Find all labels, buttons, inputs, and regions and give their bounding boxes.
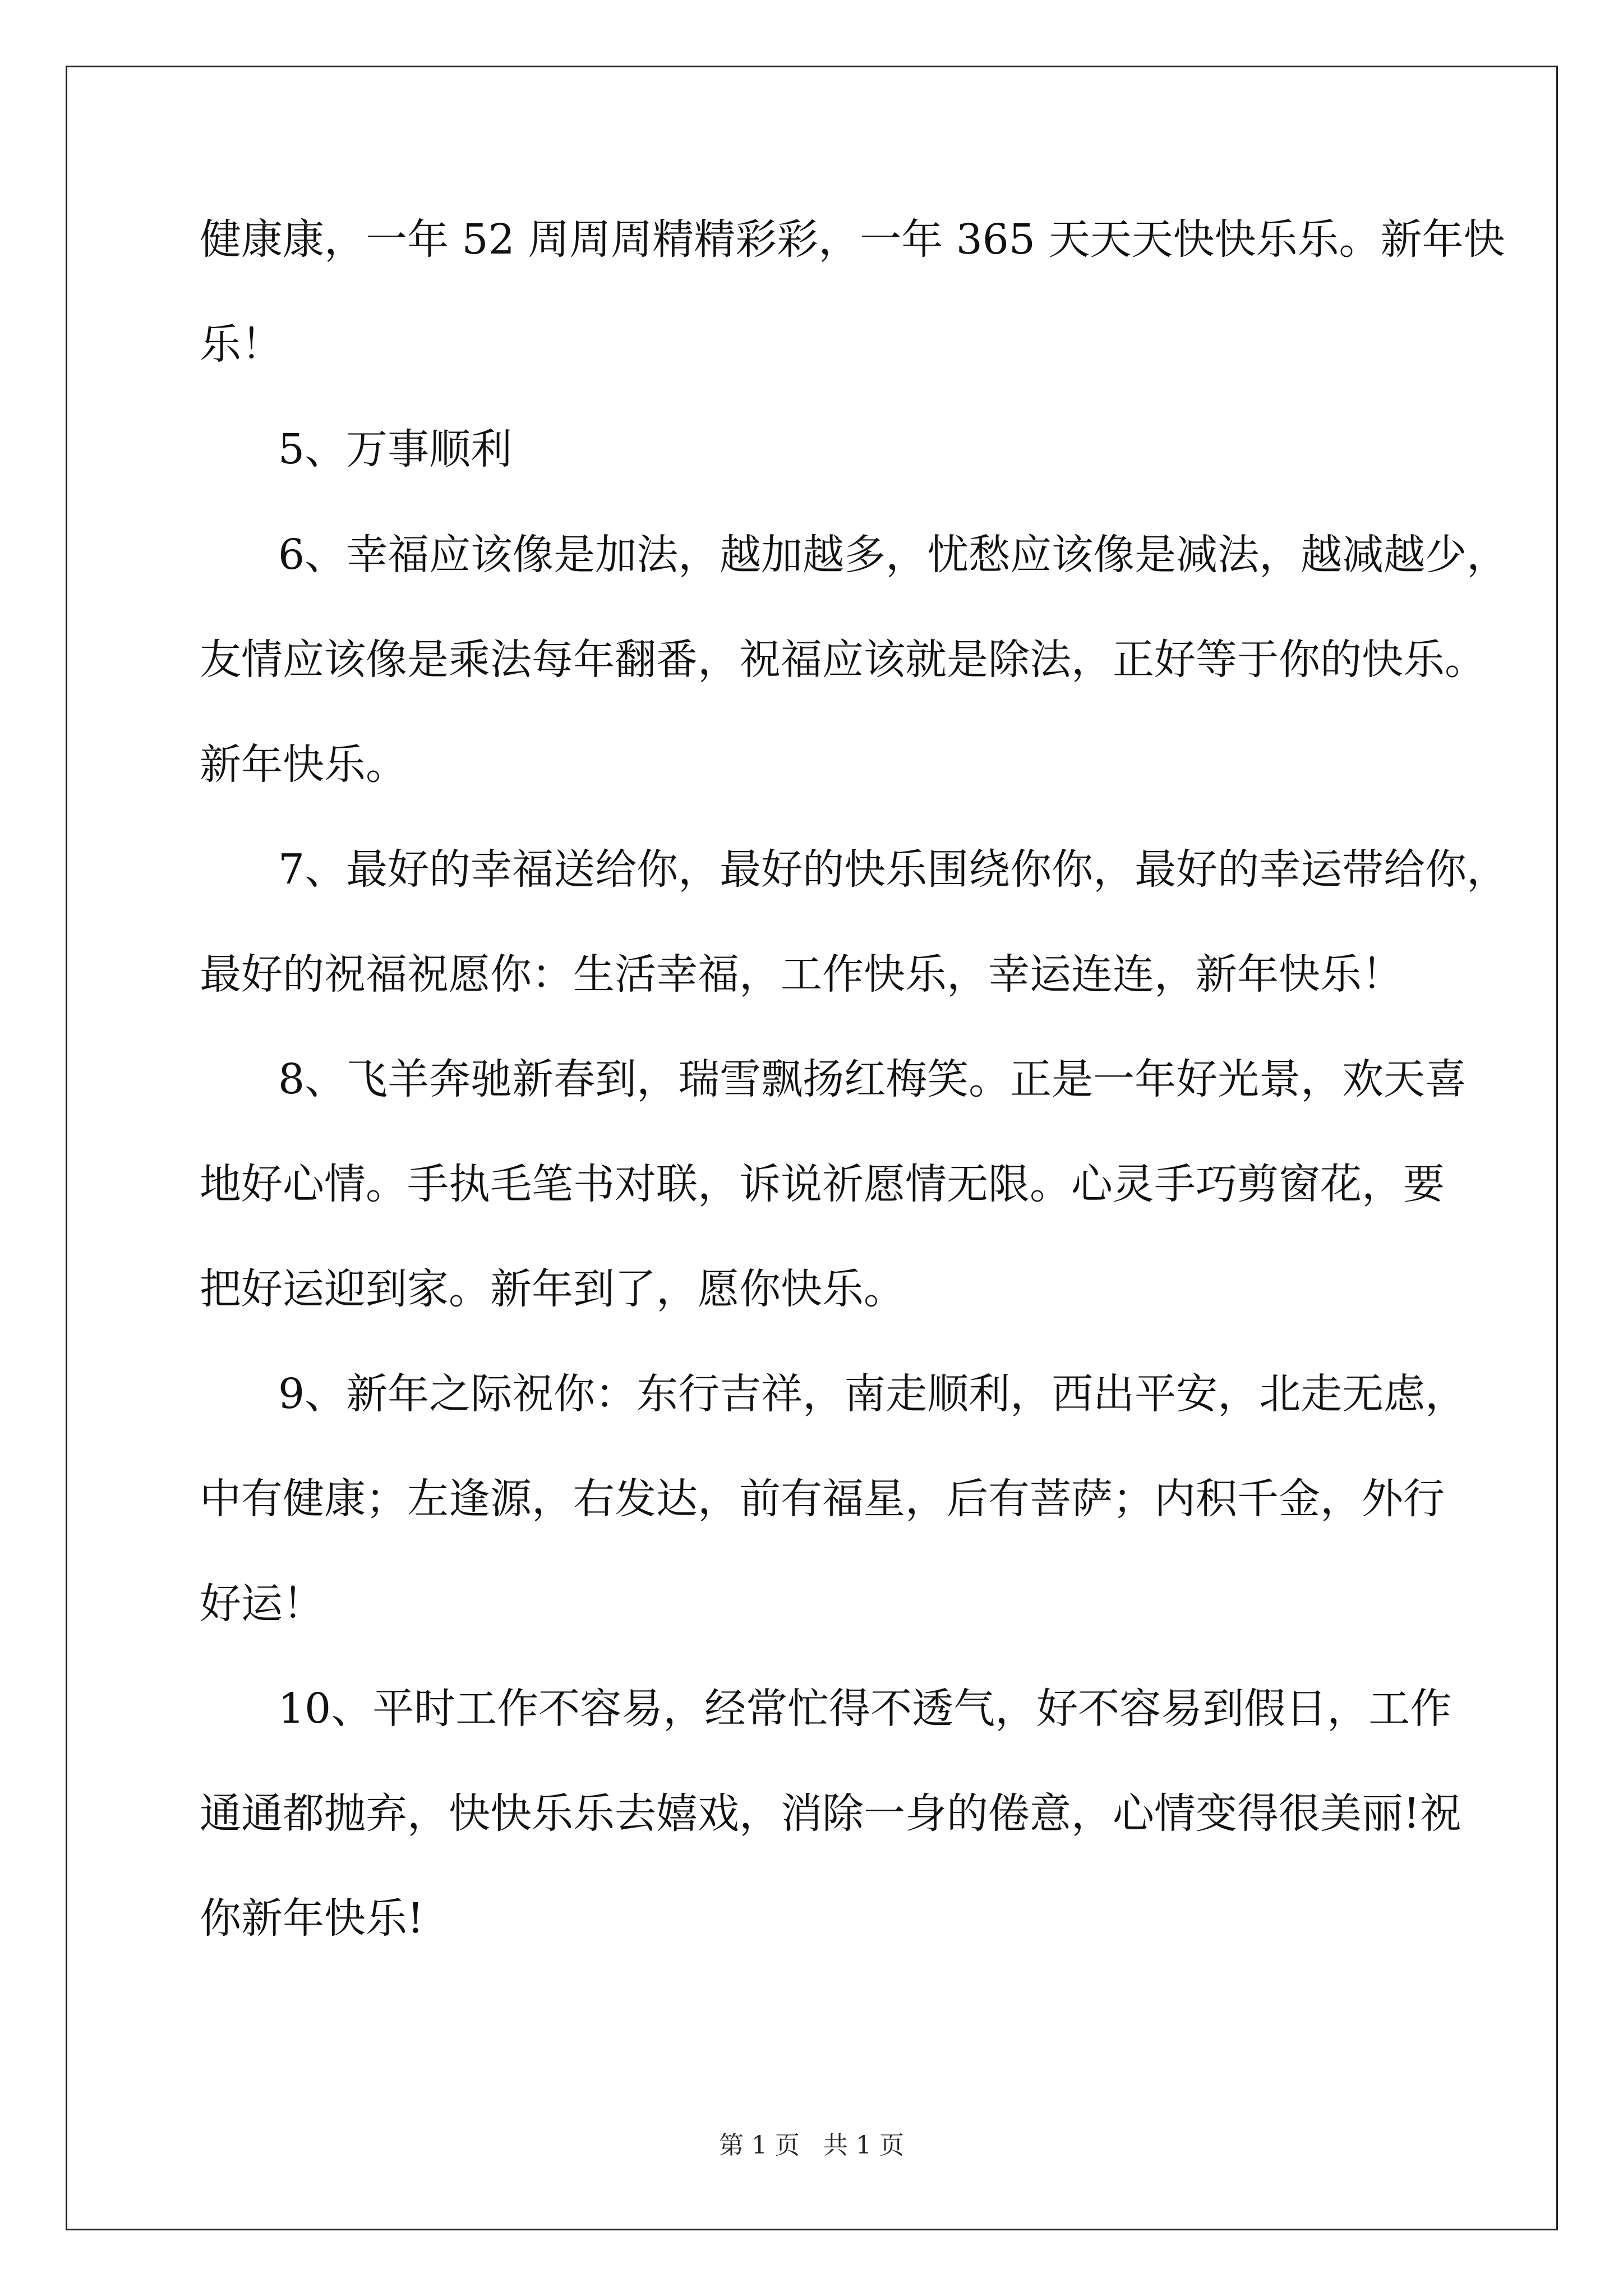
text-line: 健康康，一年 52 周周周精精彩彩，一年 365 天天天快快乐乐。新年快 — [200, 215, 1505, 264]
text-line: 新年快乐。 — [200, 740, 407, 789]
list-item-8: 8、飞羊奔驰新春到，瑞雪飘扬红梅笑。正是一年好光景，欢天喜 — [278, 1055, 1467, 1103]
list-item-7: 7、最好的幸福送给你，最好的快乐围绕你你，最好的幸运带给你， — [278, 845, 1509, 894]
text-line: 最好的祝福祝愿你：生活幸福，工作快乐，幸运连连，新年快乐！ — [200, 950, 1403, 999]
text-line: 把好运迎到家。新年到了，愿你快乐。 — [200, 1265, 905, 1313]
text-line: 地好心情。手执毛笔书对联，诉说祈愿情无限。心灵手巧剪窗花，要 — [200, 1160, 1445, 1208]
text-line: 好运！ — [200, 1580, 324, 1628]
list-item-6: 6、幸福应该像是加法，越加越多，忧愁应该像是减法，越减越少， — [278, 531, 1509, 579]
list-item-9: 9、新年之际祝你：东行吉祥，南走顺利，西出平安，北走无虑， — [278, 1370, 1467, 1418]
list-item-10: 10、平时工作不容易，经常忙得不透气，好不容易到假日，工作 — [278, 1685, 1452, 1733]
text-line: 友情应该像是乘法每年翻番，祝福应该就是除法，正好等于你的快乐。 — [200, 636, 1486, 684]
text-line: 中有健康；左逢源，右发达，前有福星，后有菩萨；内积千金，外行 — [200, 1475, 1445, 1523]
text-line: 你新年快乐! — [200, 1894, 424, 1943]
list-item-5: 5、万事顺利 — [278, 425, 513, 473]
text-line: 乐！ — [200, 320, 283, 369]
page-number-footer: 第 1 页 共 1 页 — [719, 2131, 904, 2160]
text-line: 通通都抛弃，快快乐乐去嬉戏，消除一身的倦意，心情变得很美丽!祝 — [200, 1789, 1461, 1838]
